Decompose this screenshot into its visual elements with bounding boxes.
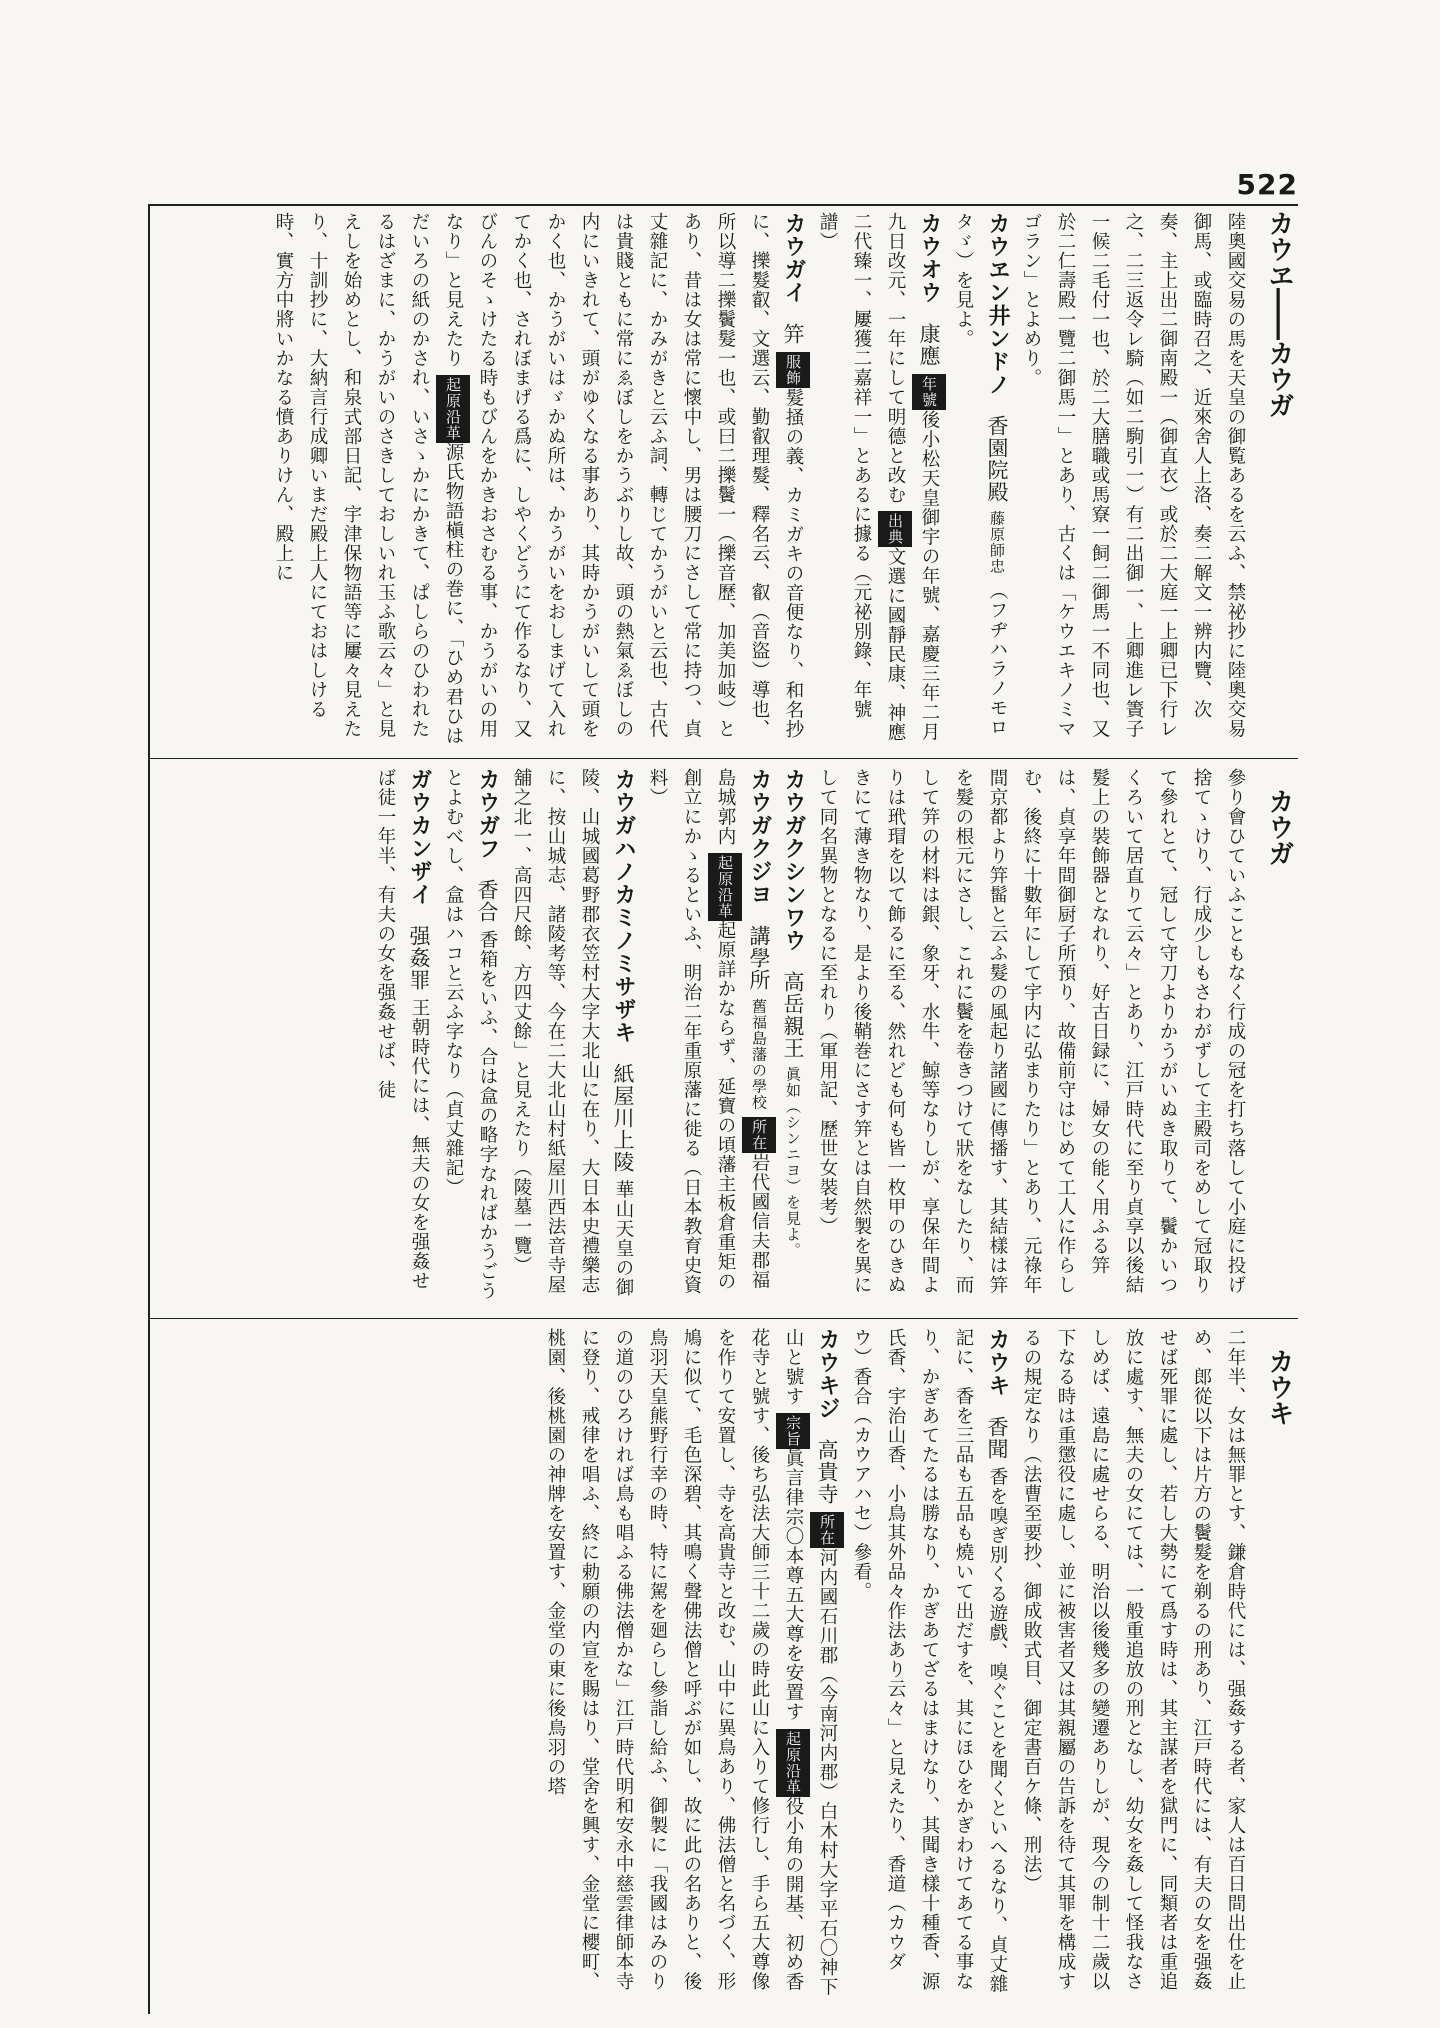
entry-text: 陸奧國交易の馬を天皇の御覧あるを云ふ、禁祕抄に陸奧交易御馬、或臨時召之、近來舍人上洛、奏二解文一辨内覽、次奏、主上出二御南殿一（御直衣）或於二大庭一上卿已下行レ之、二三返令レ騎（如二駒引一）有二出御一、上卿進レ簀子一候二毛付一也、於二大膳職或馬寮一飼二御馬一不同也、又於二仁壽殿一覽二御馬一」とあり、古くは「ケウエキノミマゴラン」とよめり。: [1021, 212, 1246, 739]
entry-text: 起原詳かならず、延寶の頃藩主板倉重矩の創立にかゝるといふ、明治二年重原藩に徙る（日本教育史資料）: [647, 768, 736, 1295]
headword: カウガクシンワウ: [781, 768, 806, 952]
category-tag: 起原沿革: [776, 1729, 810, 1797]
entry-kaugai: [266, 212, 810, 747]
headword: カウキ: [985, 1328, 1010, 1397]
headword: ガウカンザイ: [407, 768, 432, 906]
entry-kaugawa: [436, 768, 504, 1308]
page-number: 522: [1236, 168, 1298, 201]
reading: 舊福島藩の學校: [750, 998, 768, 1111]
entry-continuation: [810, 768, 1252, 1308]
entry-text: 王朝時代には、無夫の女を强姦せば徒一年半、有夫の女を强姦せば、徒: [375, 768, 430, 1291]
entry-text: 源氏物語槇柱の巻に、「ひめ君ひはだいろの紙のかされ、いさゝかにかきて、ぱしらのひわれたるはざまに、かうがいのさきしておしいれ玉ふ歌云々」と見えしを始めとし、和泉式部日記、宇津保物語等に屢々見えたり、十訓抄に、大納言行成卿いまだ殿上人にておはしける時、實方中將いかなる憤ありけん、殿上に: [273, 212, 464, 746]
entry-kaugaku-shinnou: [776, 768, 810, 1308]
headword: カウキジ: [815, 1328, 840, 1420]
band-bottom: [154, 1328, 1252, 1998]
entry-text: 役小角の開基、初め香花寺と號す、後ち弘法大師三十二歲の時此山に入りて修行し、手ら五大尊像を作りて安置し、寺を高貴寺と改む、山中に異鳥あり、佛法僧と名づく、形鳩に似て、毛色深碧、其鳴く聲佛法僧と呼ぶが如し、故に此の名ありと、後鳥羽天皇熊野行幸の時、特に駕を廻らし參詣し給ふ、御製に「我國はみのりの道のひろければ鳥も唱ふる佛法僧かな」江戸時代明和安永中慈雲律師本寺に登り、戒律を唱ふ、終に勅願の内宣を賜はり、堂舍を興す、金堂に櫻町、桃園、後桃園の神牌を安置す、金堂の東に後鳥羽の塔: [545, 1328, 804, 1992]
category-tag: 起原沿革: [436, 375, 470, 443]
entry-kaugi: [844, 1328, 1014, 1998]
running-head-3: カウキ: [1264, 1348, 1294, 1426]
headword: カウガクジヨ: [747, 768, 772, 906]
category-tag: 年號: [912, 374, 946, 410]
running-head-2: カウガ: [1264, 788, 1294, 866]
category-tag: 起原沿革: [708, 853, 742, 921]
headword: カウガフ: [475, 768, 500, 860]
entry-text: 參り會ひていふこともなく行成の冠を打ち落して小庭に投げ捨てゝけり、行成少しもさわがずして主殿司をめして冠取りて參れとて、冠して守刀よりかうがいぬき取りて、鬢かいつくろいて居直りて云々」とあり、江戸時代に至り貞享以後結髮上の裝飾器となれり、好古日録に、婦女の能く用ふる笄は、貞享年間御厨子所預り、故備前守はじめて工人に作らしむ、後終に十數年にして宇内に弘まりたり」とあり、元祿年間京都より笄髷と云ふ髮の風起り諸國に傳播す、其結樣は笄を髮の根元にさし、これに鬢を卷きつけて狀をなしたり、而して笄の材料は銀、象牙、水牛、鯨等なりしが、享保年間よりは玳瑁を以て飾るに至る、然れども何も皆一枚甲のひきぬきにて薄き物なり、是より後鞘巻にさす笄とは自然製を異にして同名異物となるに至れり（軍用記、歷世女裝考）: [817, 768, 1246, 1295]
category-tag: 宗旨: [776, 1413, 810, 1449]
entry-text: 香箱をいふ、合は盒の略字なればかうごうとよむべし、盒はハコと云ふ字なり（貞丈雜記）: [443, 768, 498, 1301]
entry-text: 文選に國靜民康、神應二代臻一、屢獲二嘉祥一」とあるに據る（元祕別錄、年號譜）: [817, 212, 906, 743]
entry-text: 二年半、女は無罪とす、鎌倉時代には、强姦する者、家人は百日間出仕を止め、郎從以下は片方の鬢髮を剃るの刑あり、江戸時代には、有夫の女を强姦せば死罪に處し、若し大勢にて爲す時は、其主謀者を獄門に、同類者は重追放に處す、無夫の女にては、一般重追放の刑となし、幼女を姦して怪我なさしめば、遠島に處せらる、明治以後幾多の變遷ありしが、現今の制十二歲以下なる時は重懲役に處し、並に被害者又は其親屬の告訴を待て其罪を構成するの規定なり（法曹至要抄、御成敗式目、御定書百ケ條、刑法）: [1021, 1328, 1246, 1991]
entry-kaou: [810, 212, 946, 747]
category-tag: 所在: [742, 1117, 776, 1153]
headword: カウオウ: [917, 212, 942, 304]
headword-kanji: 香聞: [985, 1416, 1009, 1461]
headword-kanji: 紙屋川上陵: [611, 1063, 635, 1174]
dictionary-page: [148, 168, 1298, 2028]
band-divider-1: [148, 758, 1298, 759]
headword-kanji: 康應: [917, 323, 941, 368]
category-tag: 服飾: [776, 352, 810, 388]
headword-kanji: 講學所: [747, 925, 771, 992]
reading: 眞如（シンニヨ）を見よ。: [784, 1066, 802, 1259]
reading: 藤原師忠: [988, 510, 1006, 575]
entry-kaukiji: [538, 1328, 844, 1998]
band-middle: [154, 768, 1252, 1308]
category-tag: 出典: [878, 511, 912, 547]
entry-text: 華山天皇の御陵、山城國葛野郡衣笠村大字大北山に在り、大日本史禮樂志に、按山城志、諸陵考等、今在二大北山村紙屋川西法音寺屋舖之北一、高四尺餘、方四丈餘」と見えたり（陵墓一覽）: [511, 768, 634, 1298]
headword-kanji: 香園院殿: [985, 415, 1009, 504]
band-divider-2: [148, 1318, 1298, 1319]
headword-kanji: 强姦罪: [407, 925, 431, 992]
headword-kanji: 高貴寺: [815, 1439, 839, 1506]
entry-text: 河内國石川郡（今南河内郡）白木村大字平石〇神下山と號す: [783, 1328, 838, 1997]
entry-continuation: [1014, 1328, 1252, 1998]
running-head-1: カウヱ――カウガ: [1264, 210, 1294, 418]
entry-kaukanzai: [368, 768, 436, 1308]
entry-kaoen: [946, 212, 1014, 747]
entry-text: 香を嗅ぎ別くる遊戲、嗅ぐことを聞くといへるなり、貞丈雜記に、香を三品も五品も燒いて出だすを、其にほひをかぎわけてあてる事なり、かぎあてたるは勝なり、かぎあてざるはまけなり、其聞き樣十種香、源氏香、宇治山香、小鳥其外品々作法あり云々」と見えたり、香道（カウダウ）香合（カウアハセ）參看。: [851, 1328, 1008, 1994]
headword: カウガイ: [781, 212, 806, 304]
entry-text: 髮掻の義、カミガキの音便なり、和名抄に、擽髮叡、文選云、勤叡理髮、釋名云、叡（音盜）導也、所以導二擽鬢髮一也、或曰二擽鬢一（擽音歷、加美加岐）とあり、昔は女は常に懷中し、男は腰刀にさして常に持つ、貞丈雜記に、かみがきと云ふ詞、轉じてかうがいと云也、古代は貴賤ともに常にゑぼしをかうぶりし故、頭の熱氣ゑぼしの内にいきれて、頭がゆくなる事あり、其時かうがいして頭をかく也、かうがいはゞかぬ所は、かうがいをおしまげて入れてかく也、されぼまげる爲に、しやくどうにて作るなり、又びんのそゝけたる時もびんをかきおさむる事、かうがいの用なり」と見えたり: [443, 212, 804, 740]
band-top: [154, 212, 1252, 747]
category-tag: 所在: [810, 1512, 844, 1548]
headword: カウヱン井ンドノ: [985, 212, 1010, 396]
entry-text: （フヂハラノモロタゞ）を見よ。: [953, 212, 1008, 738]
headword-kanji: 笄: [781, 323, 805, 346]
headword: カウガハノカミノミサザキ: [611, 768, 636, 1044]
entry-text: 岩代國信夫郡福島城郭内: [715, 768, 770, 1290]
left-rule: [148, 204, 150, 2014]
entry-kaugakusho: [640, 768, 776, 1308]
entry-misasagi: [504, 768, 640, 1308]
entry-text: 眞言律宗〇本尊五大尊を安置す: [783, 1448, 804, 1722]
entry-continuation: [1014, 212, 1252, 747]
top-rule: [148, 204, 1298, 206]
headword-kanji: 高岳親王: [781, 971, 805, 1060]
entry-text: 後小松天皇御宇の年號、嘉慶三年二月九日改元、一年にして明德と改む: [885, 212, 940, 742]
headword-kanji: 香合: [475, 879, 499, 924]
